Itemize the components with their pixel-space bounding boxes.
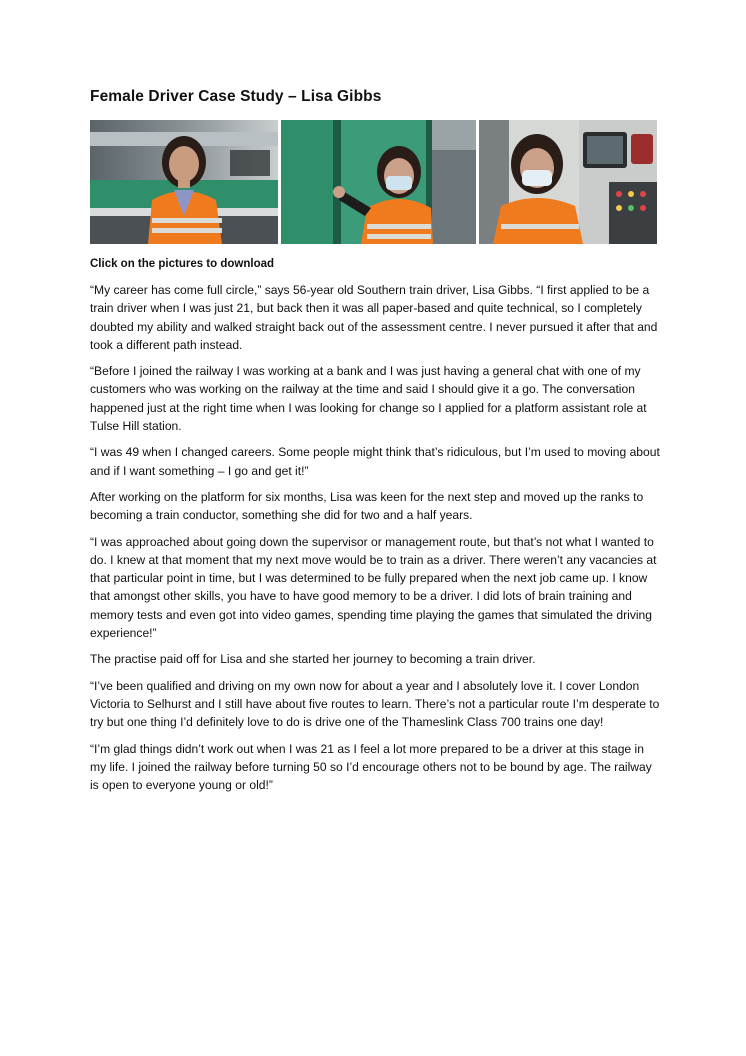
paragraph: “I was approached about going down the supervisor or management route, but that’s not what I wanted to do. I knew at that moment that my next move would be to train as a driver. There weren’t any vacancies at that particular point in time, but I was determined to be fully prepared when the next job came up. I know that amongst other skills, you have to have good memory to be a driver. I did lots of brain training and memory tests and even got into video games, spending time playing the games that simulated the driving experience!” [90, 534, 657, 641]
photo-lisa-cab-door[interactable] [281, 120, 476, 244]
photo-lisa-portrait-image [90, 120, 278, 244]
article-body [90, 281, 660, 794]
paragraph: The practise paid off for Lisa and she started her journey to becoming a train driver. [90, 652, 536, 667]
paragraph: “Before I joined the railway I was working at a bank and I was just having a general chat with one of my customers who was working on the railway at the time and said I should give it a go. The conversation happened just at the right time when I was looking for change so I applied for a platform assistant role at Tulse Hill station. [90, 364, 647, 434]
photo-strip [90, 120, 660, 244]
photo-lisa-driving-cab-image [479, 120, 657, 244]
paragraph: “I was 49 when I changed careers. Some people might think that’s ridiculous, but I’m used to moving about and if I want something – I go and get it!” [90, 445, 660, 478]
photo-lisa-cab-door-image [281, 120, 476, 244]
paragraph: “I’ve been qualified and driving on my own now for about a year and I absolutely love it. I cover London Victoria to Selhurst and I still have about five routes to learn. There’s not a particular route I’m desperate to try but one thing I’d definitely love to do is drive one of the Thameslink Class 700 trains one day! [90, 678, 660, 730]
paragraph: After working on the platform for six months, Lisa was keen for the next step and moved up the ranks to becoming a train conductor, something she did for two and a half years. [90, 489, 644, 523]
paragraph: “My career has come full circle,” says 56-year old Southern train driver, Lisa Gibbs. “I first applied to be a train driver when I was just 21, but back then it was all paper-based and quite technical, so I completely doubted my ability and walked straight back out of the assessment centre. I never pursued it after that and took a different path instead. [90, 283, 658, 352]
paragraph: “I’m glad things didn’t work out when I was 21 as I feel a lot more prepared to be a driver at this stage in my life. I joined the railway before turning 50 so I’d encourage others not to be bound by age. The railway is open to everyone young or old!” [90, 741, 652, 793]
case-study-page [90, 88, 660, 802]
photo-lisa-portrait[interactable] [90, 120, 278, 244]
page-title: Female Driver Case Study – Lisa Gibbs [90, 88, 382, 105]
download-instruction: Click on the pictures to download [90, 258, 275, 270]
photo-lisa-driving-cab[interactable] [479, 120, 657, 244]
